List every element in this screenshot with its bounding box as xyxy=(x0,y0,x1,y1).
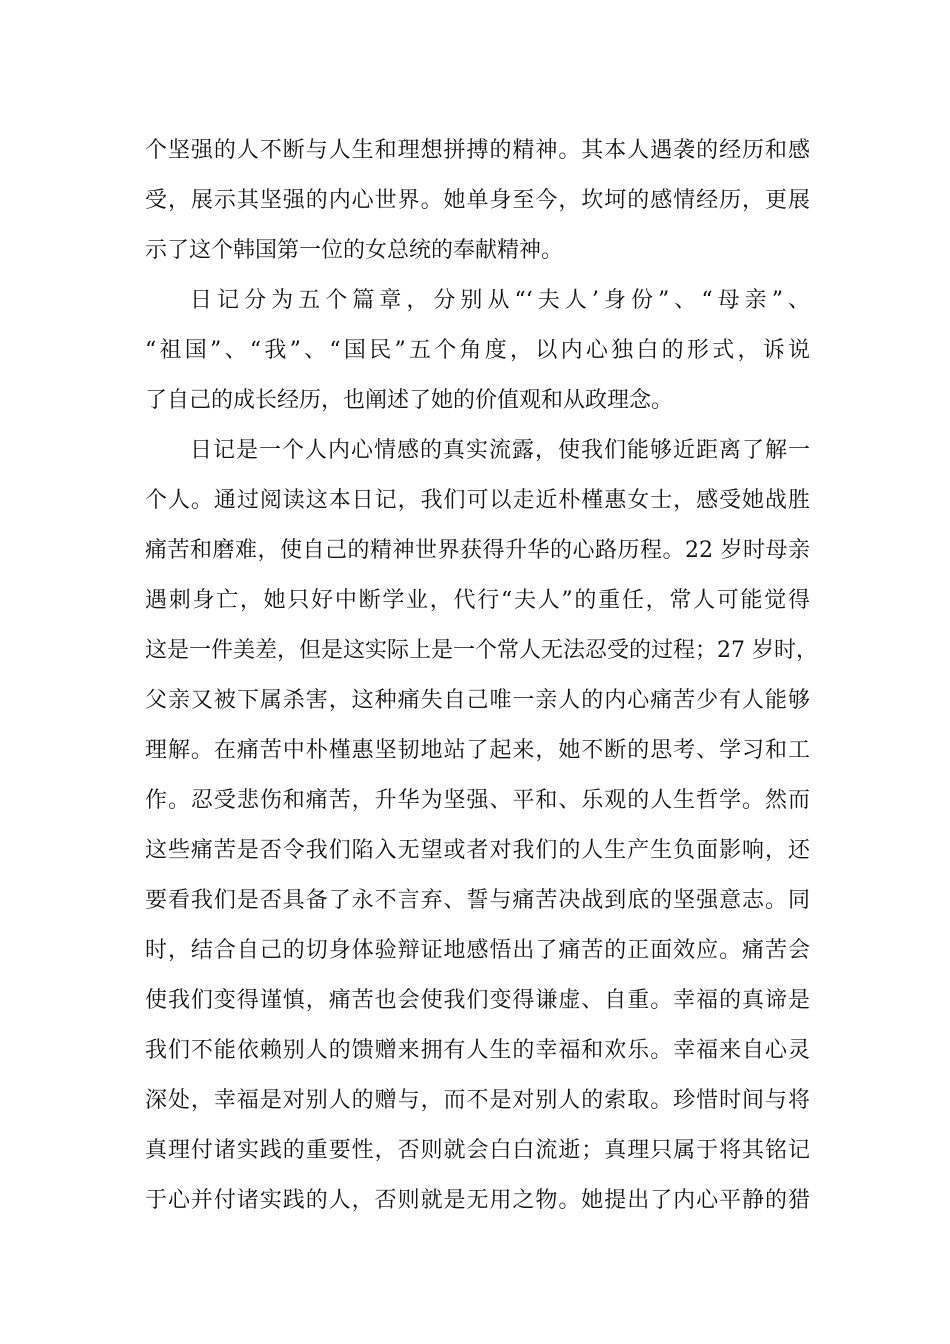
text-line: 深处，幸福是对别人的赠与，而不是对别人的索取。珍惜时间与将 xyxy=(145,1088,810,1113)
text-line: 个坚强的人不断与人生和理想拼搏的精神。其本人遇袭的经历和感 xyxy=(145,138,810,163)
text-line: 真理付诸实践的重要性，否则就会白白流逝；真理只属于将其铭记 xyxy=(145,1138,810,1163)
text-line: 示了这个韩国第一位的女总统的奉献精神。 xyxy=(145,238,564,263)
text-line: 日记是一个人内心情感的真实流露，使我们能够近距离了解一 xyxy=(190,438,810,463)
text-line: 了自己的成长经历，也阐述了她的价值观和从政理念。 xyxy=(145,388,674,413)
text-line: 我们不能依赖别人的馈赠来拥有人生的幸福和欢乐。幸福来自心灵 xyxy=(145,1038,810,1063)
text-line: 于心并付诸实践的人，否则就是无用之物。她提出了内心平静的猎 xyxy=(145,1188,810,1213)
text-line: 使我们变得谨慎，痛苦也会使我们变得谦虚、自重。幸福的真谛是 xyxy=(145,988,810,1013)
text-line: 这是一件美差，但是这实际上是一个常人无法忍受的过程；27 岁时， xyxy=(145,638,818,663)
text-line: 遇刺身亡，她只好中断学业，代行“夫人”的重任，常人可能觉得 xyxy=(145,588,810,613)
text-line: “祖国”、“我”、“国民”五个角度，以内心独白的形式，诉说 xyxy=(145,338,810,363)
text-line: 时，结合自己的切身体验辩证地感悟出了痛苦的正面效应。痛苦会 xyxy=(145,938,810,963)
text-line: 理解。在痛苦中朴槿惠坚韧地站了起来，她不断的思考、学习和工 xyxy=(145,738,810,763)
text-line: 受，展示其坚强的内心世界。她单身至今，坎坷的感情经历，更展 xyxy=(145,188,810,213)
text-line: 要看我们是否具备了永不言弃、誓与痛苦决战到底的坚强意志。同 xyxy=(145,888,810,913)
text-line: 个人。通过阅读这本日记，我们可以走近朴槿惠女士，感受她战胜 xyxy=(145,488,810,513)
text-line: 父亲又被下属杀害，这种痛失自己唯一亲人的内心痛苦少有人能够 xyxy=(145,688,810,713)
text-line: 这些痛苦是否令我们陷入无望或者对我们的人生产生负面影响，还 xyxy=(145,838,810,863)
text-line: 作。忍受悲伤和痛苦，升华为坚强、平和、乐观的人生哲学。然而 xyxy=(145,788,810,813)
text-line: 痛苦和磨难，使自己的精神世界获得升华的心路历程。22 岁时母亲 xyxy=(145,538,810,563)
text-line: 日记分为五个篇章，分别从“‘夫人’身份”、“母亲”、 xyxy=(190,288,810,313)
